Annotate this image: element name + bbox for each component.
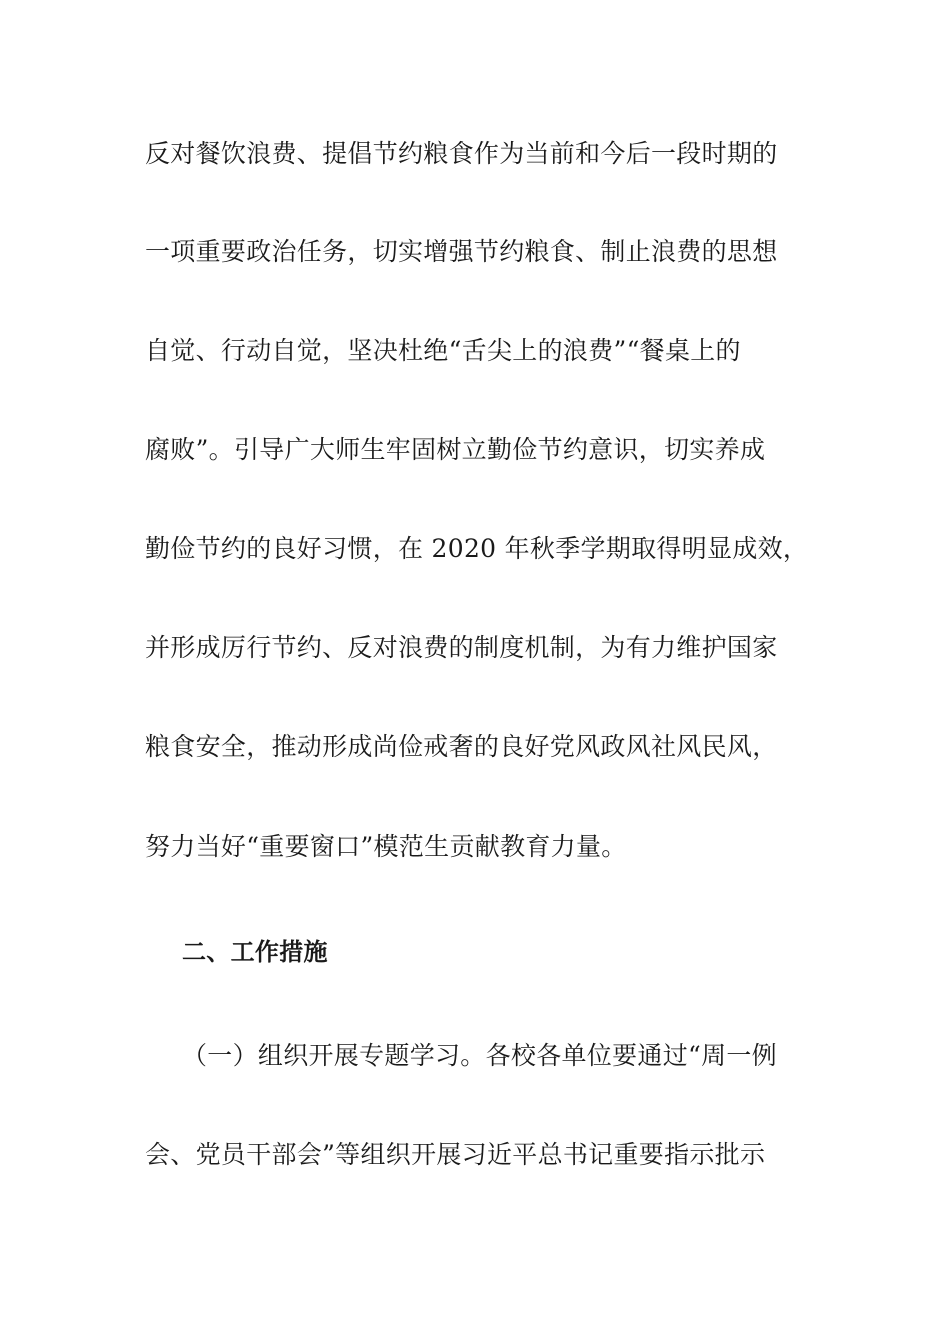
paragraph-line: 腐败”。引导广大师生牢固树立勤俭节约意识，切实养成 (145, 435, 766, 464)
paragraph-line: 勤俭节约的良好习惯，在 2020 年秋季学期取得明显成效， (145, 534, 809, 563)
paragraph-line: （一）组织开展专题学习。各校各单位要通过“周一例 (182, 1041, 777, 1070)
paragraph-line: 并形成厉行节约、反对浪费的制度机制，为有力维护国家 (145, 633, 778, 662)
paragraph-line: 一项重要政治任务，切实增强节约粮食、制止浪费的思想 (145, 237, 778, 266)
paragraph-line: 努力当好“重要窗口”模范生贡献教育力量。 (145, 832, 627, 861)
paragraph-line: 自觉、行动自觉，坚决杜绝“舌尖上的浪费”“餐桌上的 (145, 336, 741, 365)
paragraph-line: 反对餐饮浪费、提倡节约粮食作为当前和今后一段时期的 (145, 139, 778, 168)
paragraph-line: 粮食安全，推动形成尚俭戒奢的良好党风政风社风民风， (145, 732, 778, 761)
paragraph-line: 会、党员干部会”等组织开展习近平总书记重要指示批示 (145, 1140, 766, 1169)
section-heading: 二、工作措施 (182, 938, 328, 966)
